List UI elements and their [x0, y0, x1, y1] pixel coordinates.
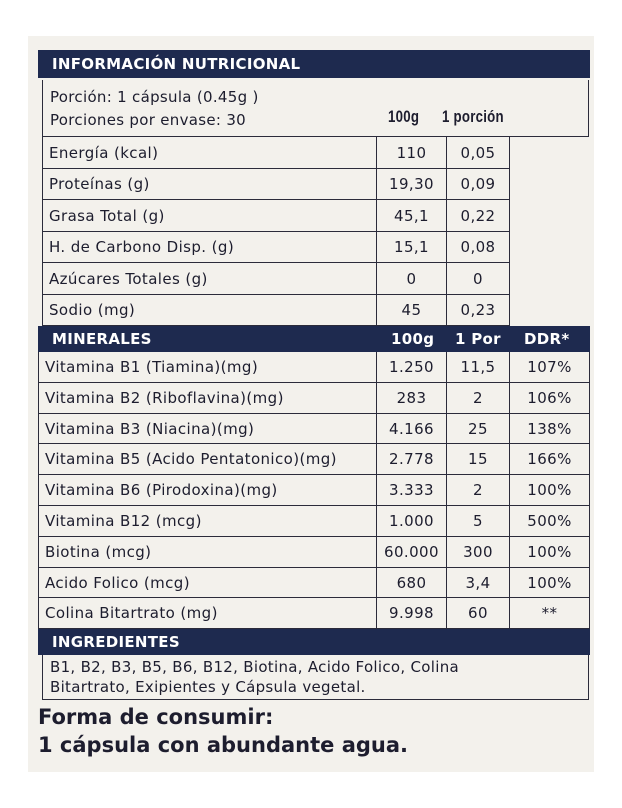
nutrient-value-portion: 0,05 [447, 137, 510, 169]
nutrient-value-100g: 45,1 [377, 200, 447, 232]
mineral-label: Biotina (mcg) [38, 537, 377, 568]
mineral-ddr: 138% [510, 414, 590, 444]
nutrient-label: Sodio (mg) [42, 295, 377, 326]
column-header-100g: 100g [388, 107, 420, 126]
mineral-value-100g: 2.778 [377, 444, 447, 475]
nutrient-label: Energía (kcal) [42, 137, 377, 169]
mineral-value-portion: 300 [447, 537, 510, 568]
nutrient-value-portion: 0 [447, 263, 510, 295]
mineral-value-portion: 2 [447, 475, 510, 506]
mineral-value-100g: 1.000 [377, 506, 447, 537]
nutrition-header-bar [38, 50, 590, 78]
mineral-value-portion: 2 [447, 383, 510, 414]
mineral-ddr: ** [510, 598, 590, 629]
mineral-value-100g: 3.333 [377, 475, 447, 506]
mineral-label: Vitamina B2 (Riboflavina)(mg) [38, 383, 377, 414]
mineral-value-100g: 1.250 [377, 352, 447, 383]
serving-size-text: Porción: 1 cápsula (0.45g ) [50, 88, 259, 106]
mineral-label: Vitamina B3 (Niacina)(mg) [38, 414, 377, 444]
mineral-value-portion: 5 [447, 506, 510, 537]
mineral-value-portion: 60 [447, 598, 510, 629]
mineral-value-100g: 9.998 [377, 598, 447, 629]
nutrient-label: Proteínas (g) [42, 169, 377, 200]
mineral-label: Colina Bitartrato (mg) [38, 598, 377, 629]
nutrient-value-portion: 0,23 [447, 295, 510, 326]
column-header-portion: 1 porción [442, 107, 504, 126]
mineral-value-100g: 4.166 [377, 414, 447, 444]
mineral-ddr: 100% [510, 568, 590, 598]
nutrient-value-portion: 0,22 [447, 200, 510, 232]
mineral-label: Acido Folico (mcg) [38, 568, 377, 598]
mineral-ddr: 100% [510, 537, 590, 568]
mineral-value-100g: 60.000 [377, 537, 447, 568]
mineral-value-100g: 283 [377, 383, 447, 414]
usage-heading: Forma de consumir: [38, 705, 274, 729]
servings-per-container-text: Porciones por envase: 30 [50, 111, 247, 129]
mineral-value-portion: 3,4 [447, 568, 510, 598]
mineral-ddr: 107% [510, 352, 590, 383]
nutrient-label: Grasa Total (g) [42, 200, 377, 232]
nutrient-value-100g: 45 [377, 295, 447, 326]
minerals-header-bar [38, 326, 590, 352]
minerals-col-100g: 100g [391, 330, 435, 348]
mineral-value-portion: 25 [447, 414, 510, 444]
mineral-ddr: 166% [510, 444, 590, 475]
nutrition-title: INFORMACIÓN NUTRICIONAL [52, 55, 301, 73]
minerals-col-ddr: DDR* [524, 330, 570, 348]
mineral-value-portion: 15 [447, 444, 510, 475]
nutrient-label: Azúcares Totales (g) [42, 263, 377, 295]
mineral-ddr: 100% [510, 475, 590, 506]
nutrient-value-100g: 110 [377, 137, 447, 169]
nutrient-label: H. de Carbono Disp. (g) [42, 232, 377, 263]
mineral-label: Vitamina B12 (mcg) [38, 506, 377, 537]
ingredients-header-bar [38, 629, 590, 655]
ingredients-line-2: Bitartrato, Exipientes y Cápsula vegetal. [50, 678, 366, 696]
mineral-value-100g: 680 [377, 568, 447, 598]
ingredients-line-1: B1, B2, B3, B5, B6, B12, Biotina, Acido Folico, Colina [50, 658, 460, 676]
nutrient-value-portion: 0,09 [447, 169, 510, 200]
nutrient-value-100g: 0 [377, 263, 447, 295]
nutrient-value-100g: 19,30 [377, 169, 447, 200]
mineral-label: Vitamina B6 (Pirodoxina)(mg) [38, 475, 377, 506]
mineral-label: Vitamina B5 (Acido Pentatonico)(mg) [38, 444, 377, 475]
mineral-label: Vitamina B1 (Tiamina)(mg) [38, 352, 377, 383]
mineral-ddr: 500% [510, 506, 590, 537]
usage-instructions: 1 cápsula con abundante agua. [38, 733, 408, 757]
minerals-col-portion: 1 Por [455, 330, 501, 348]
minerals-title: MINERALES [52, 330, 152, 348]
mineral-value-portion: 11,5 [447, 352, 510, 383]
ingredients-title: INGREDIENTES [52, 633, 180, 651]
mineral-ddr: 106% [510, 383, 590, 414]
nutrient-value-portion: 0,08 [447, 232, 510, 263]
nutrient-value-100g: 15,1 [377, 232, 447, 263]
